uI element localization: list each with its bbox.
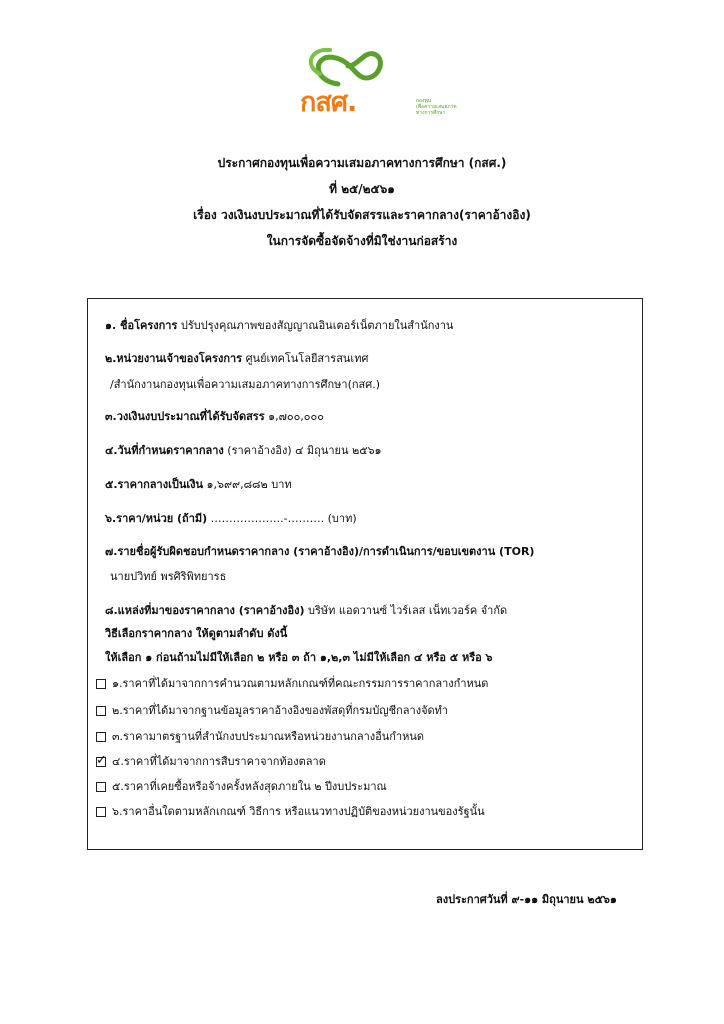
header-line-4: ในการจัดซื้อจัดจ้างที่มิใช่งานก่อสร้าง: [266, 234, 458, 248]
date-row: [105, 443, 382, 459]
owner-row: [105, 351, 368, 367]
source-value: บริษัท แอดวานซ์ ไวร์เลส เน็ทเวอร์ค จำกัด: [308, 604, 508, 617]
announcement-date: ลงประกาศวันที่ ๙-๑๑ มิถุนายน ๒๕๖๑: [436, 893, 617, 906]
logo-subtitle: กองทุน เพื่อความเสมอภาค ทางการศึกษา: [416, 98, 457, 116]
option-3-checkbox[interactable]: [96, 732, 106, 742]
document-header: [0, 150, 724, 254]
organization-logo: [300, 44, 480, 124]
date-value: (ราคาอ้างอิง) ๔ มิถุนายน ๒๕๖๑: [227, 444, 382, 457]
option-6[interactable]: [96, 804, 485, 820]
unit-price-value: ………………..-………. (บาท): [210, 512, 357, 525]
option-4-checkbox[interactable]: [96, 757, 106, 767]
date-label: ๔.วันที่กำหนดราคากลาง: [105, 444, 224, 457]
option-3[interactable]: [96, 729, 424, 745]
price-label: ๕.ราคากลางเป็นเงิน: [105, 478, 203, 491]
price-value: ๑,๖๙๙,๘๘๒ บาท: [206, 478, 292, 491]
option-5-checkbox[interactable]: [96, 782, 106, 792]
header-line-3: เรื่อง วงเงินงบประมาณที่ได้รับจัดสรรและราคากลาง(ราคาอ้างอิง): [193, 208, 531, 222]
responsible-value: นายปวิทย์ พรศิริพิทยารธ: [110, 570, 227, 583]
unit-price-label: ๖.ราคา/หน่วย (ถ้ามี): [105, 512, 208, 525]
source-label: ๘.แหล่งที่มาของราคากลาง (ราคาอ้างอิง): [105, 604, 305, 617]
logo-wordmark: กสศ.: [300, 87, 357, 118]
option-5[interactable]: [96, 779, 387, 795]
option-1-label: ๑.ราคาที่ได้มาจากการคำนวณตามหลักเกณฑ์ที่คณะกรรมการราคากลางกำหนด: [112, 677, 489, 690]
responsible-row: [105, 544, 534, 560]
option-2-checkbox[interactable]: [96, 706, 106, 716]
source-row: [105, 603, 507, 619]
option-3-label: ๓.ราคามาตรฐานที่สำนักงบประมาณหรือหน่วยงานกลางอื่นกำหนด: [112, 730, 425, 743]
option-5-label: ๕.ราคาที่เคยซื้อหรือจ้างครั้งหลังสุดภายใน ๒ ปีงบประมาณ: [112, 780, 387, 793]
budget-value: ๑,๗๐๐,๐๐๐: [268, 410, 324, 423]
responsible-label: ๗.รายชื่อผู้รับผิดชอบกำหนดราคากลาง (ราคาอ้างอิง)/การดำเนินการ/ขอบเขตงาน (TOR): [105, 545, 535, 558]
unit-price-row: [105, 511, 357, 527]
method-rule: ให้เลือก ๑ ก่อนถ้ามไม่มีให้เลือก ๒ หรือ ๓ ถ้า ๑,๒,๓ ไม่มีให้เลือก ๔ หรือ ๕ หรือ ๖: [105, 651, 493, 664]
budget-row: [105, 409, 324, 425]
option-1[interactable]: [96, 676, 488, 692]
option-6-checkbox[interactable]: [96, 807, 106, 817]
option-2-label: ๒.ราคาที่ได้มาจากฐานข้อมูลราคาอ้างอิงของพัสดุที่กรมบัญชีกลางจัดทำ: [112, 704, 449, 717]
project-value: ปรับปรุงคุณภาพของสัญญาณอินเตอร์เน็ตภายในสำนักงาน: [180, 319, 454, 332]
header-line-1: ประกาศกองทุนเพื่อความเสมอภาคทางการศึกษา (กสศ.): [217, 156, 507, 170]
option-4[interactable]: [96, 754, 326, 770]
owner-label: ๒.หน่วยงานเจ้าของโครงการ: [105, 352, 243, 365]
project-label: ๑. ชื่อโครงการ: [105, 319, 178, 332]
header-line-2: ที่ ๒๕/๒๕๖๑: [329, 182, 395, 196]
budget-label: ๓.วงเงินงบประมาณที่ได้รับจัดสรร: [105, 410, 265, 423]
option-1-checkbox[interactable]: [96, 679, 106, 689]
price-row: [105, 477, 292, 493]
owner-value: ศูนย์เทคโนโลยีสารสนเทศ: [245, 352, 369, 365]
method-title: วิธีเลือกราคากลาง ให้ดูตามลำดับ ดังนี้: [105, 627, 288, 640]
owner-value-2: /สำนักงานกองทุนเพื่อความเสมอภาคทางการศึกษา(กสศ.): [110, 378, 380, 391]
project-row: [105, 318, 453, 334]
option-4-label: ๔.ราคาที่ได้มาจากการสืบราคาจากท้องตลาด: [112, 755, 326, 768]
option-2[interactable]: [96, 703, 448, 719]
option-6-label: ๖.ราคาอื่นใดตามหลักเกณฑ์ วิธีการ หรือแนวทางปฏิบัติของหน่วยงานของรัฐนั้น: [112, 805, 485, 818]
